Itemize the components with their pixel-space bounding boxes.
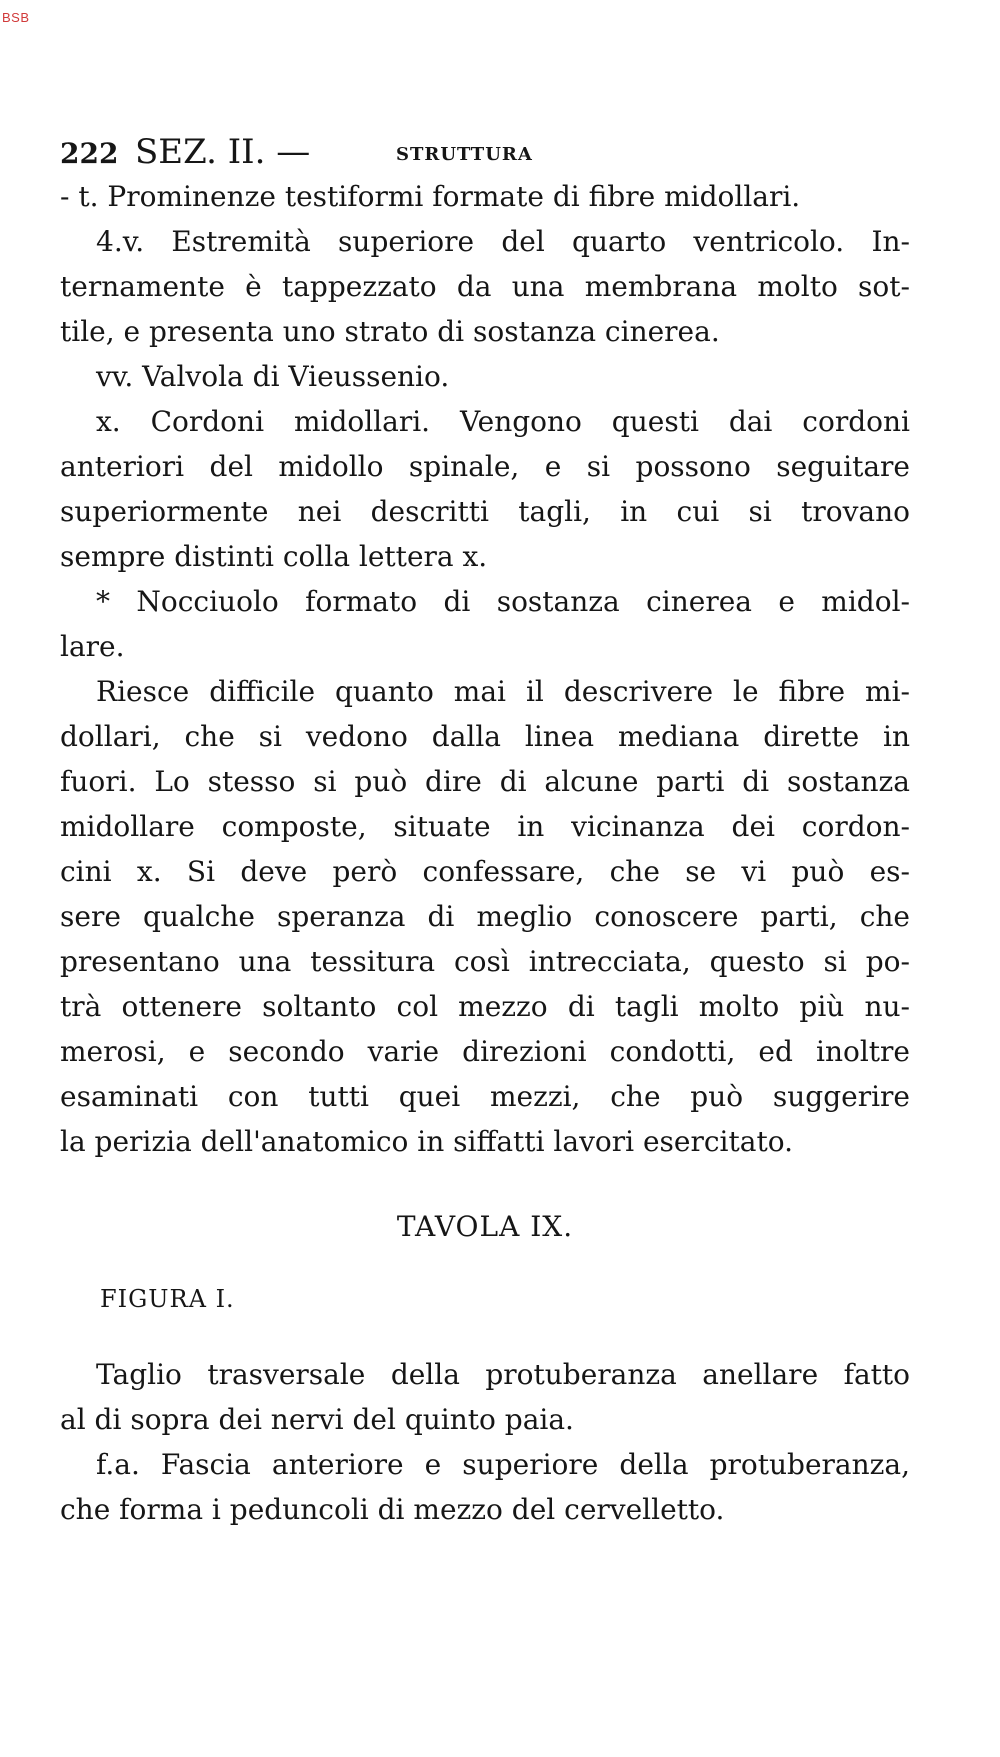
text-line: vv. Valvola di Vieussenio. bbox=[96, 360, 450, 393]
figure-caption-line: f.a. Fascia anteriore e superiore della protuberanza, bbox=[96, 1448, 910, 1481]
text-line: x. Cordoni midollari. Vengono questi dai cordoni bbox=[96, 405, 910, 438]
text-line: - t. Prominenze testiformi formate di fibre midollari. bbox=[60, 180, 801, 213]
text-line: superiormente nei descritti tagli, in cui si trovano bbox=[60, 495, 910, 528]
subject-heading: STRUTTURA bbox=[396, 144, 533, 165]
book-page bbox=[60, 130, 910, 1532]
figure-title: FIGURA I. bbox=[100, 1285, 235, 1313]
library-watermark: BSB bbox=[2, 10, 30, 25]
text-line: midollare composte, situate in vicinanza dei cordon- bbox=[60, 810, 910, 843]
text-line: merosi, e secondo varie direzioni condotti, ed inoltre bbox=[60, 1035, 910, 1068]
figure-caption-line: Taglio trasversale della protuberanza anellare fatto bbox=[96, 1358, 910, 1391]
page-number: 222 bbox=[60, 137, 119, 170]
figure-caption-line: che forma i peduncoli di mezzo del cervelletto. bbox=[60, 1493, 725, 1526]
section-heading: SEZ. II. — bbox=[135, 132, 311, 172]
text-line: 4.v. Estremità superiore del quarto ventricolo. In- bbox=[96, 225, 910, 258]
text-line: trà ottenere soltanto col mezzo di tagli molto più nu- bbox=[60, 990, 910, 1023]
text-line: Riesce difficile quanto mai il descrivere le fibre mi- bbox=[96, 675, 910, 708]
plate-title: TAVOLA IX. bbox=[396, 1210, 574, 1243]
text-line: anteriori del midollo spinale, e si possono seguitare bbox=[60, 450, 910, 483]
text-line: lare. bbox=[60, 630, 125, 663]
text-line: dollari, che si vedono dalla linea mediana dirette in bbox=[60, 720, 910, 753]
figure-caption-line: al di sopra dei nervi del quinto paia. bbox=[60, 1403, 574, 1436]
text-line: la perizia dell'anatomico in siffatti lavori esercitato. bbox=[60, 1125, 793, 1158]
text-line: ternamente è tappezzato da una membrana molto sot- bbox=[60, 270, 910, 303]
text-line: esaminati con tutti quei mezzi, che può suggerire bbox=[60, 1080, 910, 1113]
spacer bbox=[60, 1322, 910, 1352]
text-line: presentano una tessitura così intrecciata, questo si po- bbox=[60, 945, 910, 978]
text-line: cini x. Si deve però confessare, che se vi può es- bbox=[60, 855, 910, 888]
running-head bbox=[60, 130, 910, 174]
text-line: sempre distinti colla lettera x. bbox=[60, 540, 488, 573]
text-line: sere qualche speranza di meglio conoscere parti, che bbox=[60, 900, 910, 933]
text-line: fuori. Lo stesso si può dire di alcune parti di sostanza bbox=[60, 765, 910, 798]
text-line: tile, e presenta uno strato di sostanza cinerea. bbox=[60, 315, 720, 348]
text-line: * Nocciuolo formato di sostanza cinerea e midol- bbox=[96, 585, 910, 618]
